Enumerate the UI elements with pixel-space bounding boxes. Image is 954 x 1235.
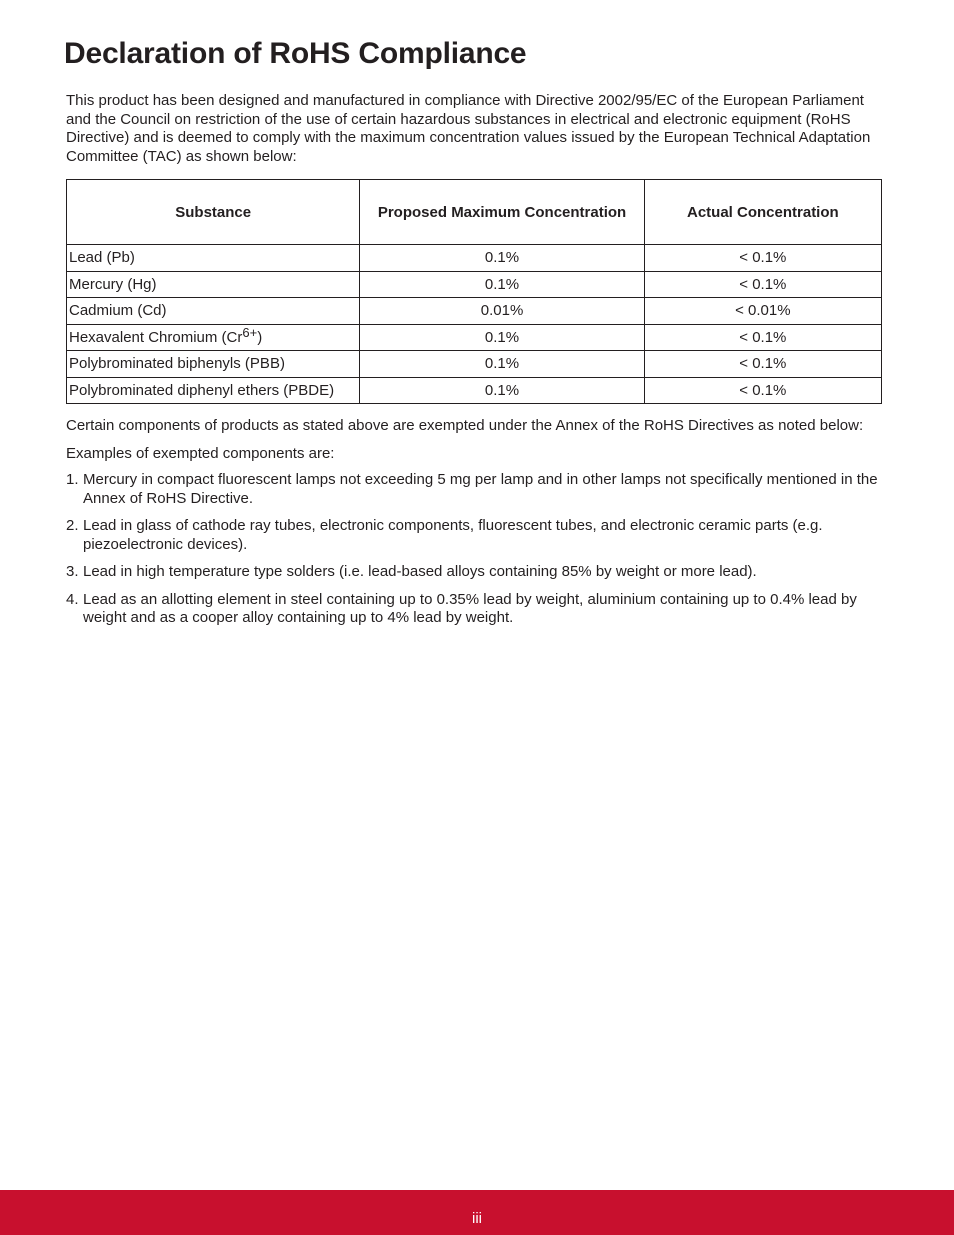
proposed-cell: 0.1% bbox=[360, 271, 644, 298]
actual-cell: < 0.1% bbox=[644, 377, 881, 404]
ion-charge-superscript: 6+ bbox=[242, 324, 258, 340]
substance-cell: Lead (Pb) bbox=[67, 245, 360, 272]
actual-cell: < 0.1% bbox=[644, 351, 881, 378]
table-row bbox=[67, 298, 882, 325]
proposed-cell: 0.1% bbox=[360, 377, 644, 404]
actual-cell: < 0.01% bbox=[644, 298, 881, 325]
substance-cell: Polybrominated biphenyls (PBB) bbox=[67, 351, 360, 378]
table-row bbox=[67, 351, 882, 378]
exemption-note: Certain components of products as stated above are exempted under the Annex of the RoHS Directives as noted below: bbox=[66, 417, 864, 434]
list-item-text: Lead as an allotting element in steel containing up to 0.35% lead by weight, aluminium containing up to 0.4% lead by weight and as a cooper alloy containing up to 4% lead by weight. bbox=[83, 590, 857, 626]
substance-cell: Polybrominated diphenyl ethers (PBDE) bbox=[67, 377, 360, 404]
list-item bbox=[66, 471, 890, 508]
list-index: 3. bbox=[66, 563, 79, 580]
list-item-text: Mercury in compact fluorescent lamps not exceeding 5 mg per lamp and in other lamps not specifically mentioned in the Annex of RoHS Directive. bbox=[83, 471, 878, 507]
substance-cell: Hexavalent Chromium $(Cr^{6+})$ bbox=[67, 324, 360, 351]
header-actual: Actual Concentration bbox=[644, 180, 881, 245]
footer-bar bbox=[0, 1190, 954, 1235]
table-header-row bbox=[67, 180, 882, 245]
document-page bbox=[66, 34, 890, 637]
proposed-cell: 0.1% bbox=[360, 324, 644, 351]
table-row bbox=[67, 245, 882, 272]
table-row bbox=[67, 377, 882, 404]
list-item bbox=[66, 517, 890, 554]
actual-cell: < 0.1% bbox=[644, 245, 881, 272]
list-index: 1. bbox=[66, 471, 79, 488]
actual-cell: < 0.1% bbox=[644, 271, 881, 298]
substance-cell: Mercury (Hg) bbox=[67, 271, 360, 298]
page-title: Declaration of RoHS Compliance bbox=[64, 37, 527, 70]
intro-paragraph: This product has been designed and manufactured in compliance with Directive 2002/95/EC of the European Parliament and the Council on restriction of the use of certain hazardous substances in electrical and electronic equipment (RoHS Directive) and is deemed to comply with the maximum concentration values issued by the European Technical Adaptation Committee (TAC) as shown below: bbox=[66, 92, 871, 165]
examples-heading: Examples of exempted components are: bbox=[66, 444, 335, 462]
table-row bbox=[67, 271, 882, 298]
proposed-cell: 0.1% bbox=[360, 351, 644, 378]
header-proposed-max: Proposed Maximum Concentration bbox=[360, 180, 644, 245]
exemption-list bbox=[66, 471, 890, 628]
rohs-table bbox=[66, 179, 882, 404]
table-row bbox=[67, 324, 882, 351]
list-item-text: Lead in glass of cathode ray tubes, electronic components, fluorescent tubes, and electronic ceramic parts (e.g. piezoelectronic devices). bbox=[83, 517, 823, 553]
page-number: iii bbox=[472, 1210, 482, 1227]
proposed-cell: 0.01% bbox=[360, 298, 644, 325]
actual-cell: < 0.1% bbox=[644, 324, 881, 351]
header-substance: Substance bbox=[67, 180, 360, 245]
list-index: 4. bbox=[66, 590, 79, 608]
proposed-cell: 0.1% bbox=[360, 245, 644, 272]
substance-cell: Cadmium (Cd) bbox=[67, 298, 360, 325]
list-item bbox=[66, 563, 890, 582]
list-index: 2. bbox=[66, 517, 79, 534]
list-item bbox=[66, 591, 890, 628]
list-item-text: Lead in high temperature type solders (i.e. lead-based alloys containing 85% by weight or more lead). bbox=[83, 563, 757, 580]
